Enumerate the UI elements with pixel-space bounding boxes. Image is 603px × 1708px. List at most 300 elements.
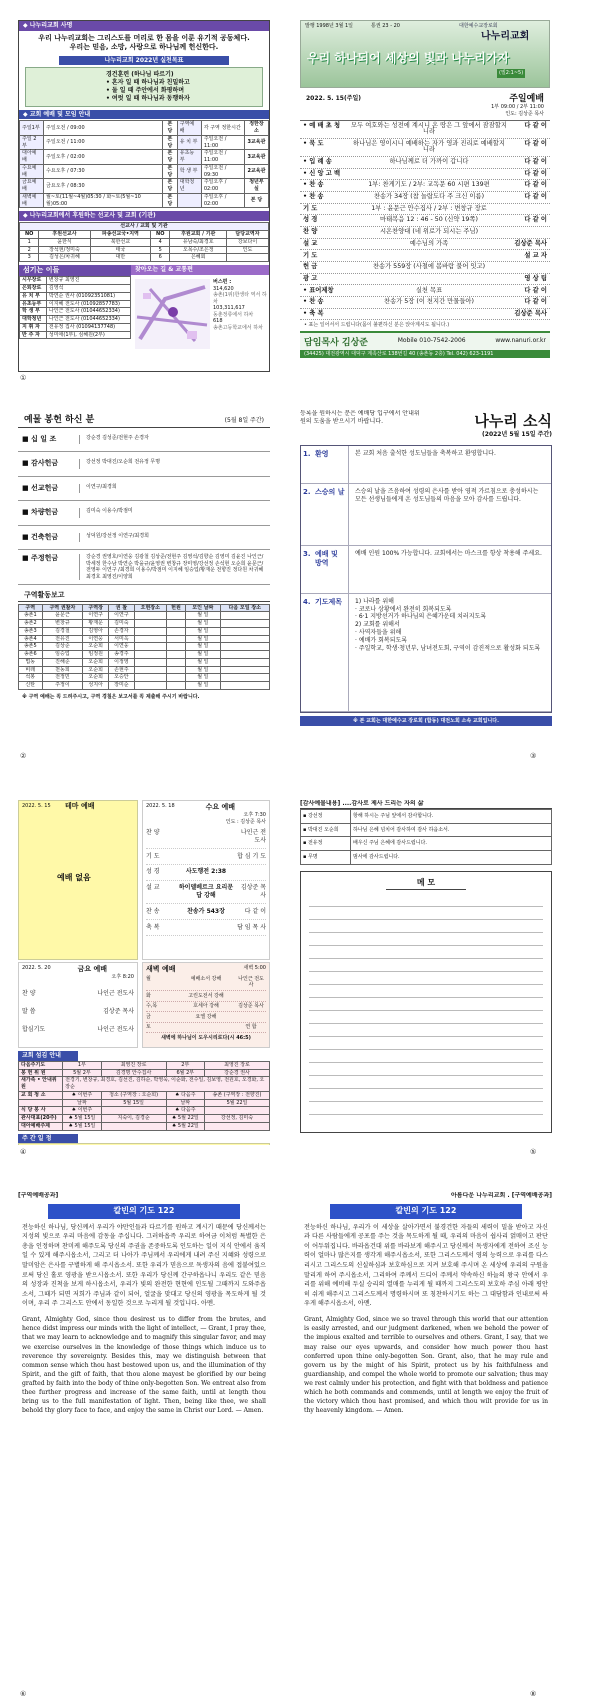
area-cell: 김경철 bbox=[42, 627, 83, 635]
order-leader: 영 상 팀 bbox=[524, 274, 547, 282]
area-cell bbox=[134, 651, 166, 659]
worship-row bbox=[20, 135, 269, 150]
worship-cell: 본당 bbox=[163, 164, 178, 179]
area-cell: 김영아 bbox=[83, 627, 109, 635]
fri-row bbox=[22, 1021, 134, 1039]
dawn-time: 새벽 5:00 bbox=[243, 965, 266, 971]
order-label: • 신 앙 고 백 bbox=[303, 169, 341, 177]
duty-cell bbox=[205, 1122, 270, 1130]
news-body: 본 교회 처음 출석한 성도님들을 축복하고 환영합니다. bbox=[355, 449, 496, 457]
wed-row bbox=[146, 865, 266, 881]
support-title: ◆ 나누리교회에서 후원하는 선교사 및 교회 (기관) bbox=[19, 211, 269, 221]
staff-row bbox=[20, 285, 131, 293]
service-times: 1부 09:00 / 2부 11:00 bbox=[491, 104, 544, 110]
bus-line: 송촌(1위)한생타 역서 하차 bbox=[213, 292, 267, 305]
memo-line bbox=[309, 959, 543, 972]
order-item bbox=[300, 309, 550, 321]
staff-name: 변창규 최영진 bbox=[46, 277, 130, 285]
order-footnote: • 표는 일어서서 드립니다(몸이 불편하신 분은 앉아계셔도 됩니다.) bbox=[304, 322, 450, 329]
area-row bbox=[19, 651, 270, 659]
thanks-name: ▪ 전유정 bbox=[301, 837, 351, 851]
memo-line bbox=[309, 1050, 543, 1063]
prayer-title: 칼빈의 기도 122 bbox=[330, 1204, 522, 1219]
wed-leader: 인도 : 김상준 목사 bbox=[225, 818, 266, 825]
duty-row bbox=[19, 1077, 270, 1092]
offering-list bbox=[18, 428, 270, 585]
order-content: 찬송가 559장 (사철에 봄바람 불어 잇고) bbox=[372, 263, 486, 271]
duty-cell: 봉 헌 위 원 bbox=[19, 1069, 63, 1077]
staff-name: 김영석 bbox=[46, 285, 130, 293]
support-cell: 은혜회 bbox=[170, 254, 227, 262]
page-number: ④ bbox=[20, 1148, 27, 1156]
staff-name: 나인근 전도사 (01044652334) bbox=[46, 316, 130, 324]
page-5-weekly bbox=[18, 800, 270, 1145]
motto-head: 경건훈련 (하나님 따르기) bbox=[106, 71, 174, 79]
area-cell: 진해준 bbox=[42, 658, 83, 666]
duty-cell: 관사대표(20주) bbox=[19, 1115, 63, 1123]
staff-row bbox=[20, 277, 131, 285]
dawn-cell: 수,목 bbox=[146, 1003, 158, 1010]
area-cell bbox=[134, 658, 166, 666]
memo-line bbox=[309, 998, 543, 1011]
staff-row bbox=[20, 323, 131, 331]
staff-role: 반 주 자 bbox=[20, 331, 47, 339]
order-label: 광 고 bbox=[303, 274, 318, 282]
worship-cell: 주일1부 bbox=[20, 121, 44, 136]
news-week: (2022년 5월 15일 주간) bbox=[482, 431, 552, 438]
area-row bbox=[19, 643, 270, 651]
fri-cell: 나인근 전도사 bbox=[97, 1025, 134, 1033]
order-leader: 다 같 이 bbox=[524, 216, 547, 224]
order-leader: 김상준 목사 bbox=[514, 309, 547, 317]
memo-line bbox=[309, 1089, 543, 1102]
wed-row bbox=[146, 881, 266, 905]
order-content: 하나님께로 더 가까이 갑니다 bbox=[389, 158, 469, 166]
duty-row bbox=[19, 1107, 270, 1115]
area-cell bbox=[220, 612, 269, 620]
area-cell: 변창규 bbox=[42, 620, 83, 628]
dawn-cell: 토 bbox=[146, 1024, 151, 1031]
area-cell bbox=[220, 674, 269, 682]
support-cell: 장석현/정미숙 bbox=[39, 246, 90, 254]
area-cell: 장미순 bbox=[109, 682, 135, 690]
dawn-cell: 월 bbox=[146, 975, 151, 982]
staff-name: 나인근 전도사 (01044652334) bbox=[46, 308, 130, 316]
worship-cell: 수요오후 / 07:30 bbox=[44, 164, 163, 179]
wed-row bbox=[146, 825, 266, 849]
order-leader: 다 같 이 bbox=[524, 298, 547, 306]
order-item bbox=[300, 227, 550, 239]
thanks-row bbox=[301, 809, 552, 823]
thanks-row bbox=[301, 837, 552, 851]
area-cell: 월 일 bbox=[186, 620, 220, 628]
mission-text bbox=[19, 31, 269, 56]
duty-cell bbox=[101, 1122, 166, 1130]
order-item bbox=[300, 180, 550, 192]
offering-names: 강순경 김성준/전현주 손경자 bbox=[86, 435, 149, 441]
fri-date: 2022. 5. 20 bbox=[22, 965, 51, 971]
dawn-cell: 금 bbox=[146, 1013, 151, 1020]
area-cell: 전정민 bbox=[42, 674, 83, 682]
area-cell bbox=[166, 643, 185, 651]
worship-cell: 주일오전 / 11:00 bbox=[201, 150, 244, 165]
area-cell bbox=[134, 612, 166, 620]
duty-cell: 새가족 • 안내위원 bbox=[19, 1077, 63, 1092]
news-number: 3. bbox=[303, 549, 311, 558]
support-cell: 2 bbox=[20, 246, 39, 254]
offering-names: 강선정 박대진/오순희 전유정 무명 bbox=[86, 459, 161, 466]
offering-category: ■ 주정헌금 bbox=[22, 554, 80, 580]
area-cell bbox=[166, 635, 185, 643]
worship-row bbox=[20, 150, 269, 165]
order-item bbox=[300, 239, 550, 251]
wed-cell: 합 심 기 도 bbox=[237, 852, 266, 860]
thanks-text: 항해 하시는 주님 앞에서 감사합니다. bbox=[351, 809, 552, 823]
area-cell: 송경주 bbox=[109, 651, 135, 659]
area-row bbox=[19, 674, 270, 682]
wed-cell: 다 같 이 bbox=[244, 907, 266, 915]
staff-name: 이지혜 전도사 (01092857783) bbox=[46, 300, 130, 308]
support-header: 담당교역자 bbox=[226, 231, 268, 239]
wed-row bbox=[146, 904, 266, 920]
dawn-cell: 예배소서 강해 bbox=[190, 975, 222, 982]
memo-line bbox=[309, 933, 543, 946]
wed-cell: 설 교 bbox=[146, 884, 160, 892]
fri-cell: 나인근 전도사 bbox=[97, 989, 134, 997]
page-1-info bbox=[18, 20, 270, 372]
dawn-title: 새벽 예배 bbox=[146, 965, 176, 973]
fri-title: 금요 예배 bbox=[77, 965, 108, 973]
area-cell bbox=[220, 620, 269, 628]
support-header: 후원교회 / 기관 bbox=[170, 231, 227, 239]
area-cell bbox=[220, 682, 269, 690]
duty-cell: 식 당 봉 사 bbox=[19, 1107, 63, 1115]
support-cell: 태국 bbox=[90, 246, 150, 254]
support-cell: 4 bbox=[151, 238, 170, 246]
order-label: 기 도 bbox=[303, 251, 318, 259]
area-cell bbox=[166, 682, 185, 690]
worship-cell: 대아예배 bbox=[20, 150, 44, 165]
dawn-cell bbox=[176, 1024, 236, 1031]
issue-date: 발행 1998년 3월 1일 bbox=[305, 23, 354, 29]
duty-cell: ♠ 5월 22일 bbox=[166, 1115, 204, 1123]
area-cell: 월 일 bbox=[186, 643, 220, 651]
friday-worship-box bbox=[18, 962, 138, 1048]
memo-box bbox=[300, 871, 552, 1133]
thanks-text: 배우신 주님 은혜에 감사드립니다. bbox=[351, 837, 552, 851]
thanks-title: [감사예물내용] ....감사로 제사 드리는 자의 삶 bbox=[300, 800, 552, 809]
offering-title: 예물 봉헌 하신 분 bbox=[24, 415, 95, 425]
area-cell: 월 일 bbox=[186, 658, 220, 666]
website-link[interactable]: www.nanuri.or.kr bbox=[495, 337, 546, 345]
staff-role: 지 휘 자 bbox=[20, 323, 47, 331]
bus-line: 동춘정류에서 하차 bbox=[213, 311, 254, 318]
staff-role: 유초등부 bbox=[20, 300, 47, 308]
wed-date: 2022. 5. 18 bbox=[146, 803, 175, 809]
area-cell: 김미숙 bbox=[109, 620, 135, 628]
page-3-offerings bbox=[18, 410, 270, 750]
fri-cell: 찬 양 bbox=[22, 989, 36, 997]
area-cell bbox=[134, 635, 166, 643]
prayer-korean: 전능하신 하나님, 우리가 이 세상을 살아가면서 불경건한 자들의 세력이 밀을 받아고 자신과 다른 사람들에게 공포를 주는 것을 목도하게 될 때, 우리의 마음이 쉽사리 얽매이고 판단이 어두워집니다. 바라옵건대 위를 바라보게 해주시고 당신께서 독생자에게 전하여 조신 능력이 얼마나 많은지를 생각게 해주시옵소서, 또한 그리스도께서 영의 능력으로 우리를 다스리시고 그리스도의 신실하심과 보호하심으로 지켜 보호해 주시며 온 세상에 우리의 구원을 말리게 하여 주시옵소서, 그리하여 주께서 드디어 주께서 약속하신 하늘의 왕국 안에서 우리를 위해 예비해 두실 승리의 열매를 누리게 될 때까지 그리스도의 보호하 주심 아래 평안히 쉬게 해주시고 그리스도께서 명령하시며 또 칭찬하시기도 하는 그 대담함과 인내로써 싸우게 해주시옵소서, 아멘. bbox=[304, 1223, 548, 1308]
offering-row bbox=[18, 452, 270, 476]
order-label: • 축 복 bbox=[303, 309, 324, 317]
duty-table bbox=[18, 1061, 270, 1131]
area-cell: 월 일 bbox=[186, 674, 220, 682]
fri-row bbox=[22, 985, 134, 1003]
area-cell bbox=[134, 682, 166, 690]
staff-row bbox=[20, 308, 131, 316]
worship-cell: 본당 bbox=[163, 121, 178, 136]
order-content bbox=[351, 276, 507, 282]
support-cell: 유남숙/최경호 bbox=[170, 238, 227, 246]
staff-role: 대학청년 bbox=[20, 316, 47, 324]
duty-cell: 5월 2부 bbox=[63, 1069, 101, 1077]
support-cell: 김성은/차귀혜 bbox=[39, 254, 90, 262]
bus-title: 버스편 : bbox=[213, 279, 232, 285]
prayer-label: [구역예배공과] bbox=[18, 1192, 59, 1199]
worship-cell: 대학청년 bbox=[177, 179, 201, 194]
order-content: 찬송가 34장 (참 놀랍도다 주 크신 이름) bbox=[373, 193, 485, 201]
memo-line bbox=[309, 920, 543, 933]
theme-worship-box bbox=[18, 800, 138, 960]
area-cell: 송촌3 bbox=[19, 627, 43, 635]
area-cell bbox=[166, 666, 185, 674]
area-row bbox=[19, 612, 270, 620]
mission-line: 우리 나누리교회는 그리스도를 머리로 한 몸을 이룬 유기적 공동체다. bbox=[38, 33, 250, 42]
duty-cell: 최영진 장로 bbox=[101, 1061, 166, 1069]
staff-role: 은퇴장로 bbox=[20, 285, 47, 293]
offering-row bbox=[18, 428, 270, 452]
offering-category: ■ 건축헌금 bbox=[22, 533, 80, 542]
church-address: (34425) 대전광역시 대덕구 계족산로 138번길 40 (송촌동 2층) Tel. 042) 623-1191 bbox=[300, 350, 550, 359]
order-item bbox=[300, 297, 550, 309]
thanks-name: ▪ 박대진 오순희 bbox=[301, 823, 351, 837]
area-cell: 월 일 bbox=[186, 682, 220, 690]
pastor-mobile: Mobile 010-7542-2006 bbox=[397, 337, 466, 345]
order-leader: 다 같 이 bbox=[524, 140, 547, 148]
support-cell: 6 bbox=[151, 254, 170, 262]
order-leader: 다 같 이 bbox=[524, 158, 547, 166]
area-cell bbox=[134, 627, 166, 635]
area-header: 구역 bbox=[19, 604, 43, 612]
news-item bbox=[301, 484, 551, 546]
motto-line: • 혼자 일 때 하나님과 친밀하고 bbox=[106, 79, 190, 87]
news-intro: 등록을 원하시는 분은 예배당 입구에서 안내위원의 도움을 받으시기 바랍니다. bbox=[300, 410, 420, 425]
page-8-prayer bbox=[300, 1192, 552, 1687]
duty-cell: 6월 2부 bbox=[166, 1069, 204, 1077]
worship-row bbox=[20, 193, 269, 208]
area-row bbox=[19, 658, 270, 666]
worship-cell: 본 당 bbox=[244, 193, 268, 208]
order-label: • 묵 도 bbox=[303, 140, 324, 148]
area-row bbox=[19, 620, 270, 628]
bus-line: 618 bbox=[213, 318, 223, 324]
motto-line: • 여럿 일 때 하나님과 동행하자 bbox=[106, 94, 190, 102]
offering-row bbox=[18, 550, 270, 585]
support-header: 파송선교국•지역 bbox=[90, 231, 150, 239]
area-cell bbox=[220, 635, 269, 643]
support-cell: 북한선교 bbox=[90, 238, 150, 246]
duty-cell: ♠ 이번주 bbox=[63, 1107, 101, 1115]
news-number: 2. bbox=[303, 487, 311, 496]
order-item bbox=[300, 215, 550, 227]
theme-title: 테마 예배 bbox=[65, 802, 95, 810]
memo-line bbox=[309, 1037, 543, 1050]
wed-row bbox=[146, 920, 266, 936]
offering-category: ■ 선교헌금 bbox=[22, 484, 80, 493]
staff-row bbox=[20, 316, 131, 324]
wed-row bbox=[146, 849, 266, 865]
worship-row bbox=[20, 164, 269, 179]
worship-cell: 유 치 부 bbox=[177, 135, 201, 150]
memo-line bbox=[309, 1076, 543, 1089]
duty-cell: 전경기, 변창규, 최경호, 김선진, 김하순, 박영욱, 이순화, 전수일, 김보영, 전원호, 오경화, 오장순 bbox=[63, 1077, 270, 1092]
area-header: 구역 권찰자 bbox=[42, 604, 83, 612]
page-number: ⑧ bbox=[530, 1690, 537, 1698]
order-label: • 찬 송 bbox=[303, 181, 324, 189]
offering-names: 이연구/최경희 bbox=[86, 483, 117, 490]
area-cell bbox=[220, 651, 269, 659]
worship-cell bbox=[177, 193, 201, 208]
news-item bbox=[301, 446, 551, 484]
order-label: • 예 배 초 청 bbox=[303, 122, 341, 130]
news-heading: 환영 bbox=[313, 446, 349, 483]
wed-cell: 찬 양 bbox=[146, 828, 160, 836]
prayer-english: Grant, Almighty God, since thou desirest us to differ from the brutes, and hence didst impress our minds with the light of intellect, — Grant, I pray thee, that we may learn to acknowledge and to magnify this singular favor, and may we exercise ourselves in the knowledge of those things which induce us to reverence thy sovereignty. Besides this, may we distinguish between that common sense which thou hast bestowed upon us, and the illumination of thy Spirit, and the gift of faith, that thou alone mayest be glorified by our being grafted by faith into the body of thine only-begotten Son. We entreat also from thee further progress and increase of the same faith, until at length thou bring us to the full manifestation of light. Then, being like thee, we shall behold thy glory face to face, and enjoy the same in Christ our Lord. — Amen. bbox=[22, 1316, 266, 1415]
worship-cell: 주일오전 / 09:00 bbox=[44, 121, 163, 136]
offering-row bbox=[18, 526, 270, 550]
worship-cell: 주일오후 / 02:00 bbox=[201, 193, 244, 208]
staff-row bbox=[20, 300, 131, 308]
thanks-name: ▪ 강선정 bbox=[301, 809, 351, 823]
duty-cell: 청소 (구역장 : 오순희) bbox=[101, 1091, 166, 1099]
offering-row bbox=[18, 477, 270, 501]
staff-role: 유 치 부 bbox=[20, 292, 47, 300]
page-4-news bbox=[300, 410, 552, 750]
motto-line: • 둘 일 때 주안에서 화평하며 bbox=[106, 87, 185, 95]
area-cell: 천동희 bbox=[42, 666, 83, 674]
area-cell: 김상준 bbox=[42, 643, 83, 651]
area-cell: 송촌5 bbox=[19, 643, 43, 651]
memo-line bbox=[309, 972, 543, 985]
duty-cell: 김경명 안수집사 bbox=[101, 1069, 166, 1077]
order-item bbox=[300, 121, 550, 139]
worship-cell: 주일오전 / 09:30 bbox=[201, 164, 244, 179]
duty-cell: 송촌 (구역장 : 전향진) bbox=[205, 1091, 270, 1099]
worship-cell: 청년부실 bbox=[244, 179, 268, 194]
duty-row bbox=[19, 1069, 270, 1077]
news-heading: 스승의 날 bbox=[313, 484, 349, 545]
order-leader: 다 같 이 bbox=[524, 169, 547, 177]
worship-cell: 각 구역 정한시간 bbox=[201, 121, 244, 136]
duty-cell: ♠ 이번주 bbox=[63, 1091, 101, 1099]
order-label: 기 도 bbox=[303, 204, 318, 212]
order-item bbox=[300, 250, 550, 262]
area-cell bbox=[166, 674, 185, 682]
support-cell: 인도 bbox=[226, 246, 268, 254]
duty-cell: 최영진 장로 bbox=[205, 1061, 270, 1069]
worship-cell: 3교육관 bbox=[244, 150, 268, 165]
worship-row bbox=[20, 179, 269, 194]
order-item bbox=[300, 274, 550, 286]
order-content: 1부 : 윤문근 안수집사 / 2부 : 변창규 장로 bbox=[371, 204, 487, 212]
wed-cell bbox=[176, 829, 236, 845]
worship-cell: 정한장소 bbox=[244, 121, 268, 136]
week-title: 주 간 일 정 bbox=[18, 1134, 78, 1144]
order-content bbox=[351, 253, 507, 259]
area-header: 다음 모일 장소 bbox=[220, 604, 269, 612]
order-label: • 입 례 송 bbox=[303, 158, 332, 166]
duty-cell: ♠ 5월 22일 bbox=[166, 1122, 204, 1130]
staff-name: 박연순 권사 (01092351081) bbox=[46, 292, 130, 300]
wed-cell: 사도행전 2:38 bbox=[185, 868, 227, 876]
duty-cell: 날짜 bbox=[63, 1099, 101, 1107]
support-row bbox=[20, 246, 269, 254]
worship-cell: 주일오전 / 11:00 bbox=[44, 135, 163, 150]
thanks-text: 범사에 감사드립니다. bbox=[351, 851, 552, 865]
order-content: 마태복음 12 : 46 - 50 (신약 19쪽) bbox=[380, 216, 478, 224]
motto-title: 나누리교회 2022년 실천목표 bbox=[59, 56, 229, 66]
area-cell bbox=[166, 627, 185, 635]
thanks-table bbox=[300, 809, 552, 865]
mission-line: 우리는 믿음, 소망, 사랑으로 하나님께 헌신한다. bbox=[69, 43, 219, 52]
dawn-row bbox=[146, 1012, 266, 1023]
wed-cell: 성 경 bbox=[146, 868, 160, 876]
order-content: 실천 목표 bbox=[415, 286, 443, 294]
area-table bbox=[18, 604, 270, 690]
duty-cell: ♠ 다음주 bbox=[166, 1107, 204, 1115]
fri-cell: 합심기도 bbox=[22, 1025, 46, 1033]
offering-names: 김미숙 이용수/박점미 bbox=[86, 508, 133, 515]
staff-title: 섬기는 이들 bbox=[19, 265, 131, 276]
wed-cell: 김상준 목사 bbox=[240, 884, 266, 899]
wed-cell bbox=[176, 853, 236, 861]
area-cell: 윤문근 bbox=[42, 612, 83, 620]
order-content: 1부: 찬게기도 / 2부: 교독문 60 시편 139편 bbox=[368, 181, 490, 189]
page-7-prayer bbox=[18, 1192, 270, 1687]
support-cell: 강보다이 bbox=[226, 238, 268, 246]
page-number: ⑤ bbox=[530, 1148, 537, 1156]
dawn-row bbox=[146, 1023, 266, 1034]
area-cell bbox=[166, 612, 185, 620]
worship-cell: 3교육관 bbox=[244, 135, 268, 150]
order-content: 시온찬양대 (네 위로가 되시는 주님) bbox=[379, 228, 479, 236]
theme-body: 예배 없음 bbox=[57, 873, 91, 882]
dawn-cell: 연 합 bbox=[245, 1024, 257, 1031]
worship-cell: 새벽예배 bbox=[20, 193, 44, 208]
area-cell bbox=[220, 666, 269, 674]
area-cell: 성지아 bbox=[83, 682, 109, 690]
memo-line bbox=[309, 946, 543, 959]
duty-row bbox=[19, 1061, 270, 1069]
support-group: 선교사 / 교회 및 기관 bbox=[20, 223, 269, 231]
area-cell: 임승업 bbox=[42, 651, 83, 659]
support-row bbox=[20, 238, 269, 246]
news-heading: 기도제목 bbox=[313, 594, 349, 711]
duty-row bbox=[19, 1091, 270, 1099]
wed-cell: 담 임 목 사 bbox=[237, 923, 266, 931]
dawn-cell: 호세아 강해 bbox=[193, 1003, 219, 1010]
area-cell: 손현주 bbox=[109, 666, 135, 674]
area-cell: 월 일 bbox=[186, 651, 220, 659]
news-body: 스승의 날을 즈음하여 성령의 은사를 받아 영적 가르침으로 충성하시는 모든 선생님들에게 온 성도님들의 마음을 모아 감사를 드립니다. bbox=[355, 487, 539, 503]
area-note: ※ 구역 예배는 꼭 드려주시고, 구역 경칠은 보고서를 꼭 제출해 주시기 바랍니다. bbox=[22, 693, 200, 700]
dawn-row bbox=[146, 974, 266, 991]
thanks-name: ▪ 무명 bbox=[301, 851, 351, 865]
duty-cell: ♠ 5월 15일 bbox=[63, 1115, 101, 1123]
dawn-worship-box bbox=[142, 962, 270, 1048]
